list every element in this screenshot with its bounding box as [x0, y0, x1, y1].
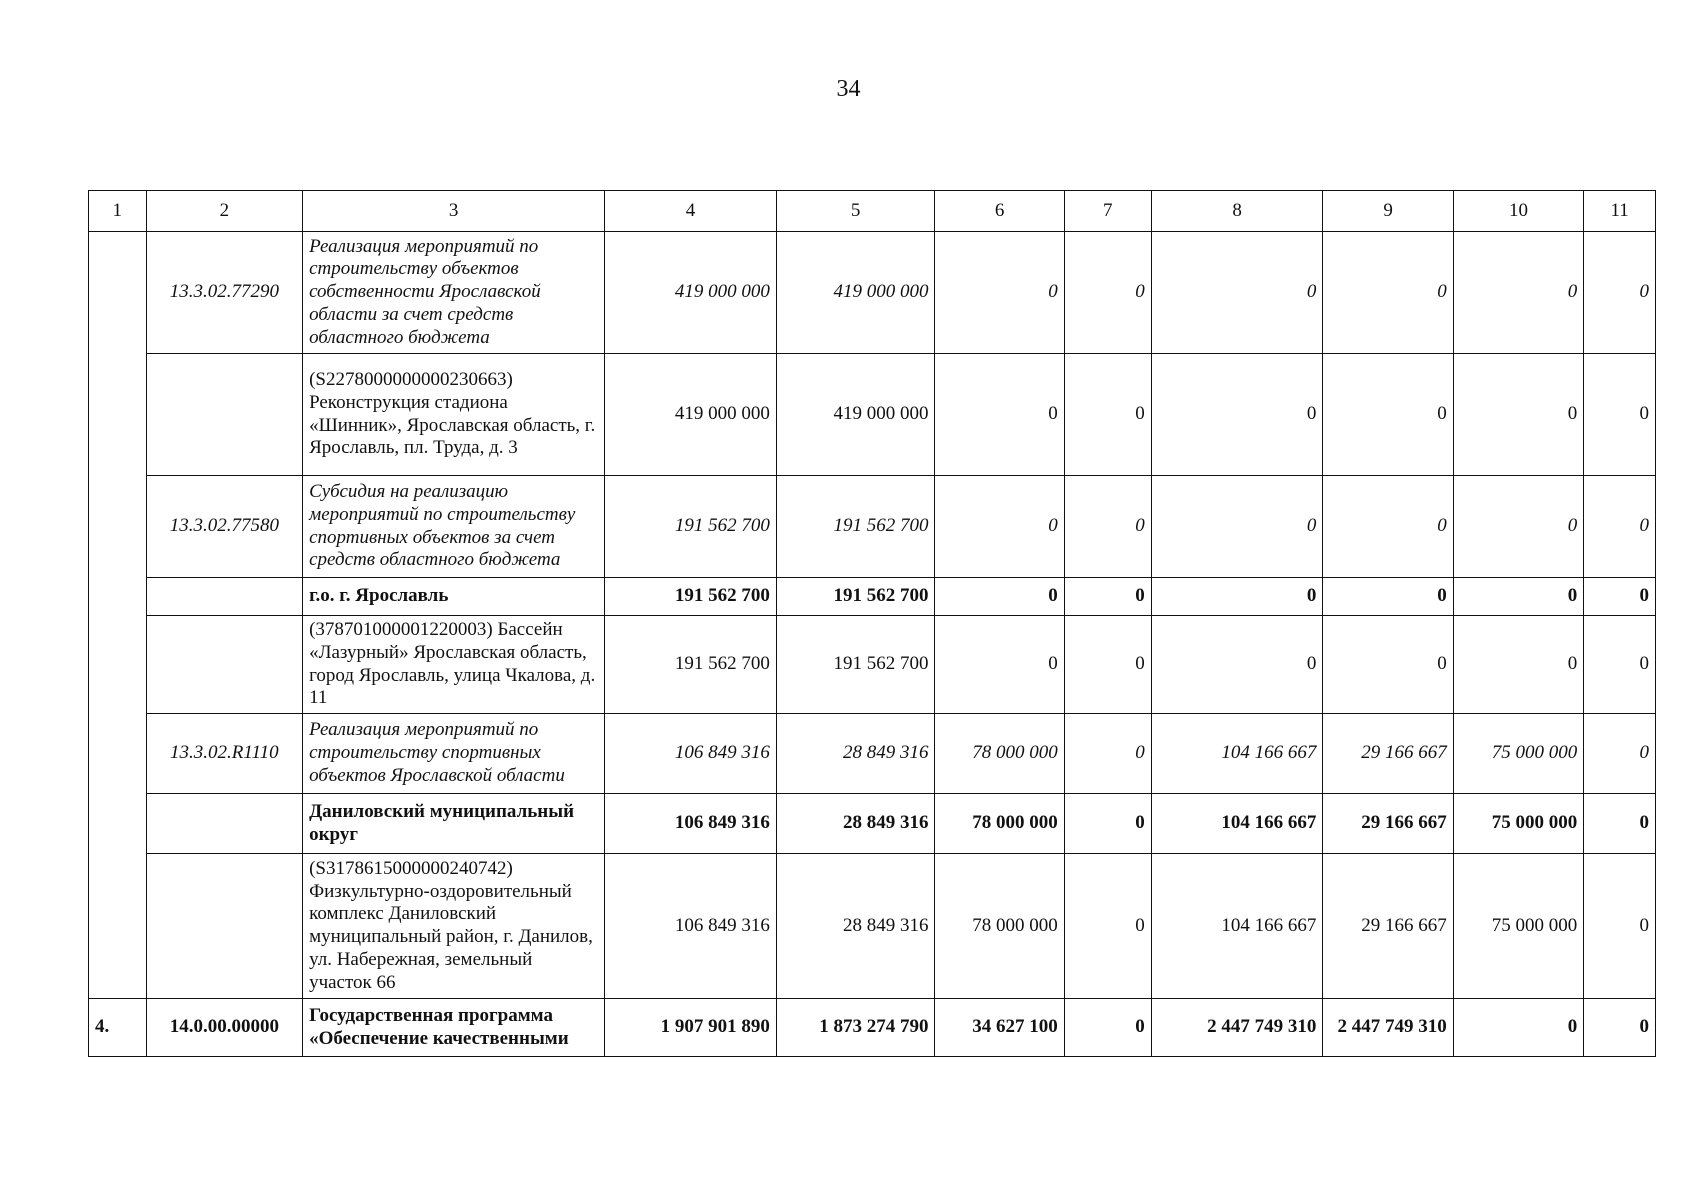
amount-cell: 0	[1584, 232, 1656, 354]
amount-cell: 0	[1064, 578, 1151, 616]
amount-cell: 191 562 700	[605, 616, 777, 714]
amount-cell: 419 000 000	[605, 232, 777, 354]
description-cell: Субсидия на реализацию мероприятий по строительству спортивных объектов за счет средств областного бюджета	[303, 476, 605, 578]
amount-cell: 191 562 700	[605, 476, 777, 578]
amount-cell: 0	[1064, 232, 1151, 354]
amount-cell: 104 166 667	[1151, 794, 1323, 854]
table-row-program-total	[89, 999, 1656, 1057]
budget-code-cell	[146, 578, 302, 616]
amount-cell: 106 849 316	[605, 854, 777, 999]
amount-cell: 0	[1151, 232, 1323, 354]
amount-cell: 0	[1323, 578, 1453, 616]
table-row	[89, 354, 1656, 476]
amount-cell: 0	[1584, 476, 1656, 578]
budget-table	[88, 190, 1656, 1057]
column-number-header: 11	[1584, 191, 1656, 232]
amount-cell: 0	[1064, 794, 1151, 854]
amount-cell: 0	[1151, 476, 1323, 578]
amount-cell: 0	[1584, 616, 1656, 714]
amount-cell: 419 000 000	[776, 232, 935, 354]
amount-cell: 0	[935, 232, 1064, 354]
amount-cell: 0	[1453, 999, 1583, 1057]
row-index-cell	[89, 232, 147, 999]
amount-cell: 0	[1584, 999, 1656, 1057]
description-cell: (378701000001220003) Бассейн «Лазурный» Ярославская область, город Ярославль, улица Чкалова, д. 11	[303, 616, 605, 714]
amount-cell: 0	[1584, 354, 1656, 476]
amount-cell: 75 000 000	[1453, 854, 1583, 999]
column-number-header-row	[89, 191, 1656, 232]
amount-cell: 2 447 749 310	[1151, 999, 1323, 1057]
budget-code-cell	[146, 616, 302, 714]
amount-cell: 191 562 700	[776, 578, 935, 616]
column-number-header: 8	[1151, 191, 1323, 232]
amount-cell: 0	[1323, 232, 1453, 354]
amount-cell: 0	[1151, 578, 1323, 616]
amount-cell: 28 849 316	[776, 854, 935, 999]
amount-cell: 106 849 316	[605, 714, 777, 794]
amount-cell: 0	[1064, 854, 1151, 999]
amount-cell: 104 166 667	[1151, 854, 1323, 999]
amount-cell: 29 166 667	[1323, 854, 1453, 999]
amount-cell: 0	[1151, 616, 1323, 714]
row-index-cell: 4.	[89, 999, 147, 1057]
amount-cell: 34 627 100	[935, 999, 1064, 1057]
amount-cell: 78 000 000	[935, 714, 1064, 794]
amount-cell: 0	[1584, 578, 1656, 616]
amount-cell: 0	[1453, 616, 1583, 714]
column-number-header: 2	[146, 191, 302, 232]
table-row	[89, 578, 1656, 616]
amount-cell: 75 000 000	[1453, 794, 1583, 854]
amount-cell: 0	[1453, 578, 1583, 616]
budget-code-cell	[146, 794, 302, 854]
amount-cell: 0	[1584, 714, 1656, 794]
budget-code-cell: 14.0.00.00000	[146, 999, 302, 1057]
amount-cell: 0	[935, 578, 1064, 616]
budget-code-cell	[146, 854, 302, 999]
amount-cell: 78 000 000	[935, 854, 1064, 999]
amount-cell: 28 849 316	[776, 794, 935, 854]
budget-code-cell	[146, 354, 302, 476]
amount-cell: 2 447 749 310	[1323, 999, 1453, 1057]
column-number-header: 5	[776, 191, 935, 232]
amount-cell: 0	[1453, 232, 1583, 354]
amount-cell: 78 000 000	[935, 794, 1064, 854]
column-number-header: 6	[935, 191, 1064, 232]
amount-cell: 1 873 274 790	[776, 999, 935, 1057]
table-row	[89, 714, 1656, 794]
budget-code-cell: 13.3.02.R1110	[146, 714, 302, 794]
budget-code-cell: 13.3.02.77290	[146, 232, 302, 354]
amount-cell: 0	[935, 476, 1064, 578]
table-row	[89, 616, 1656, 714]
amount-cell: 106 849 316	[605, 794, 777, 854]
amount-cell: 419 000 000	[605, 354, 777, 476]
amount-cell: 1 907 901 890	[605, 999, 777, 1057]
amount-cell: 28 849 316	[776, 714, 935, 794]
column-number-header: 7	[1064, 191, 1151, 232]
amount-cell: 0	[1323, 476, 1453, 578]
amount-cell: 0	[1064, 714, 1151, 794]
column-number-header: 4	[605, 191, 777, 232]
table-row	[89, 794, 1656, 854]
description-cell: г.о. г. Ярославль	[303, 578, 605, 616]
amount-cell: 191 562 700	[776, 616, 935, 714]
column-number-header: 10	[1453, 191, 1583, 232]
amount-cell: 0	[935, 616, 1064, 714]
amount-cell: 75 000 000	[1453, 714, 1583, 794]
column-number-header: 9	[1323, 191, 1453, 232]
description-cell: Реализация мероприятий по строительству объектов собственности Ярославской области за счет средств областного бюджета	[303, 232, 605, 354]
table-row	[89, 232, 1656, 354]
page-number: 34	[836, 76, 861, 102]
amount-cell: 0	[1584, 794, 1656, 854]
amount-cell: 0	[1064, 999, 1151, 1057]
table-row	[89, 476, 1656, 578]
amount-cell: 0	[1323, 616, 1453, 714]
amount-cell: 0	[1453, 476, 1583, 578]
budget-code-cell: 13.3.02.77580	[146, 476, 302, 578]
column-number-header: 3	[303, 191, 605, 232]
amount-cell: 0	[1064, 354, 1151, 476]
amount-cell: 0	[1453, 354, 1583, 476]
amount-cell: 191 562 700	[776, 476, 935, 578]
description-cell: Даниловский муниципальный округ	[303, 794, 605, 854]
description-cell: Государственная программа «Обеспечение качественными	[303, 999, 605, 1057]
description-cell: (S3178615000000240742) Физкультурно-оздоровительный комплекс Даниловский муниципальный район, г. Данилов, ул. Набережная, земельный участок 66	[303, 854, 605, 999]
column-number-header: 1	[89, 191, 147, 232]
description-cell: Реализация мероприятий по строительству спортивных объектов Ярославской области	[303, 714, 605, 794]
table-row	[89, 854, 1656, 999]
amount-cell: 419 000 000	[776, 354, 935, 476]
description-cell: (S2278000000000230663) Реконструкция стадиона «Шинник», Ярославская область, г. Ярославль, пл. Труда, д. 3	[303, 354, 605, 476]
amount-cell: 29 166 667	[1323, 714, 1453, 794]
amount-cell: 0	[1064, 616, 1151, 714]
amount-cell: 0	[1584, 854, 1656, 999]
amount-cell: 0	[1064, 476, 1151, 578]
amount-cell: 104 166 667	[1151, 714, 1323, 794]
amount-cell: 0	[1323, 354, 1453, 476]
amount-cell: 191 562 700	[605, 578, 777, 616]
amount-cell: 0	[935, 354, 1064, 476]
amount-cell: 0	[1151, 354, 1323, 476]
amount-cell: 29 166 667	[1323, 794, 1453, 854]
